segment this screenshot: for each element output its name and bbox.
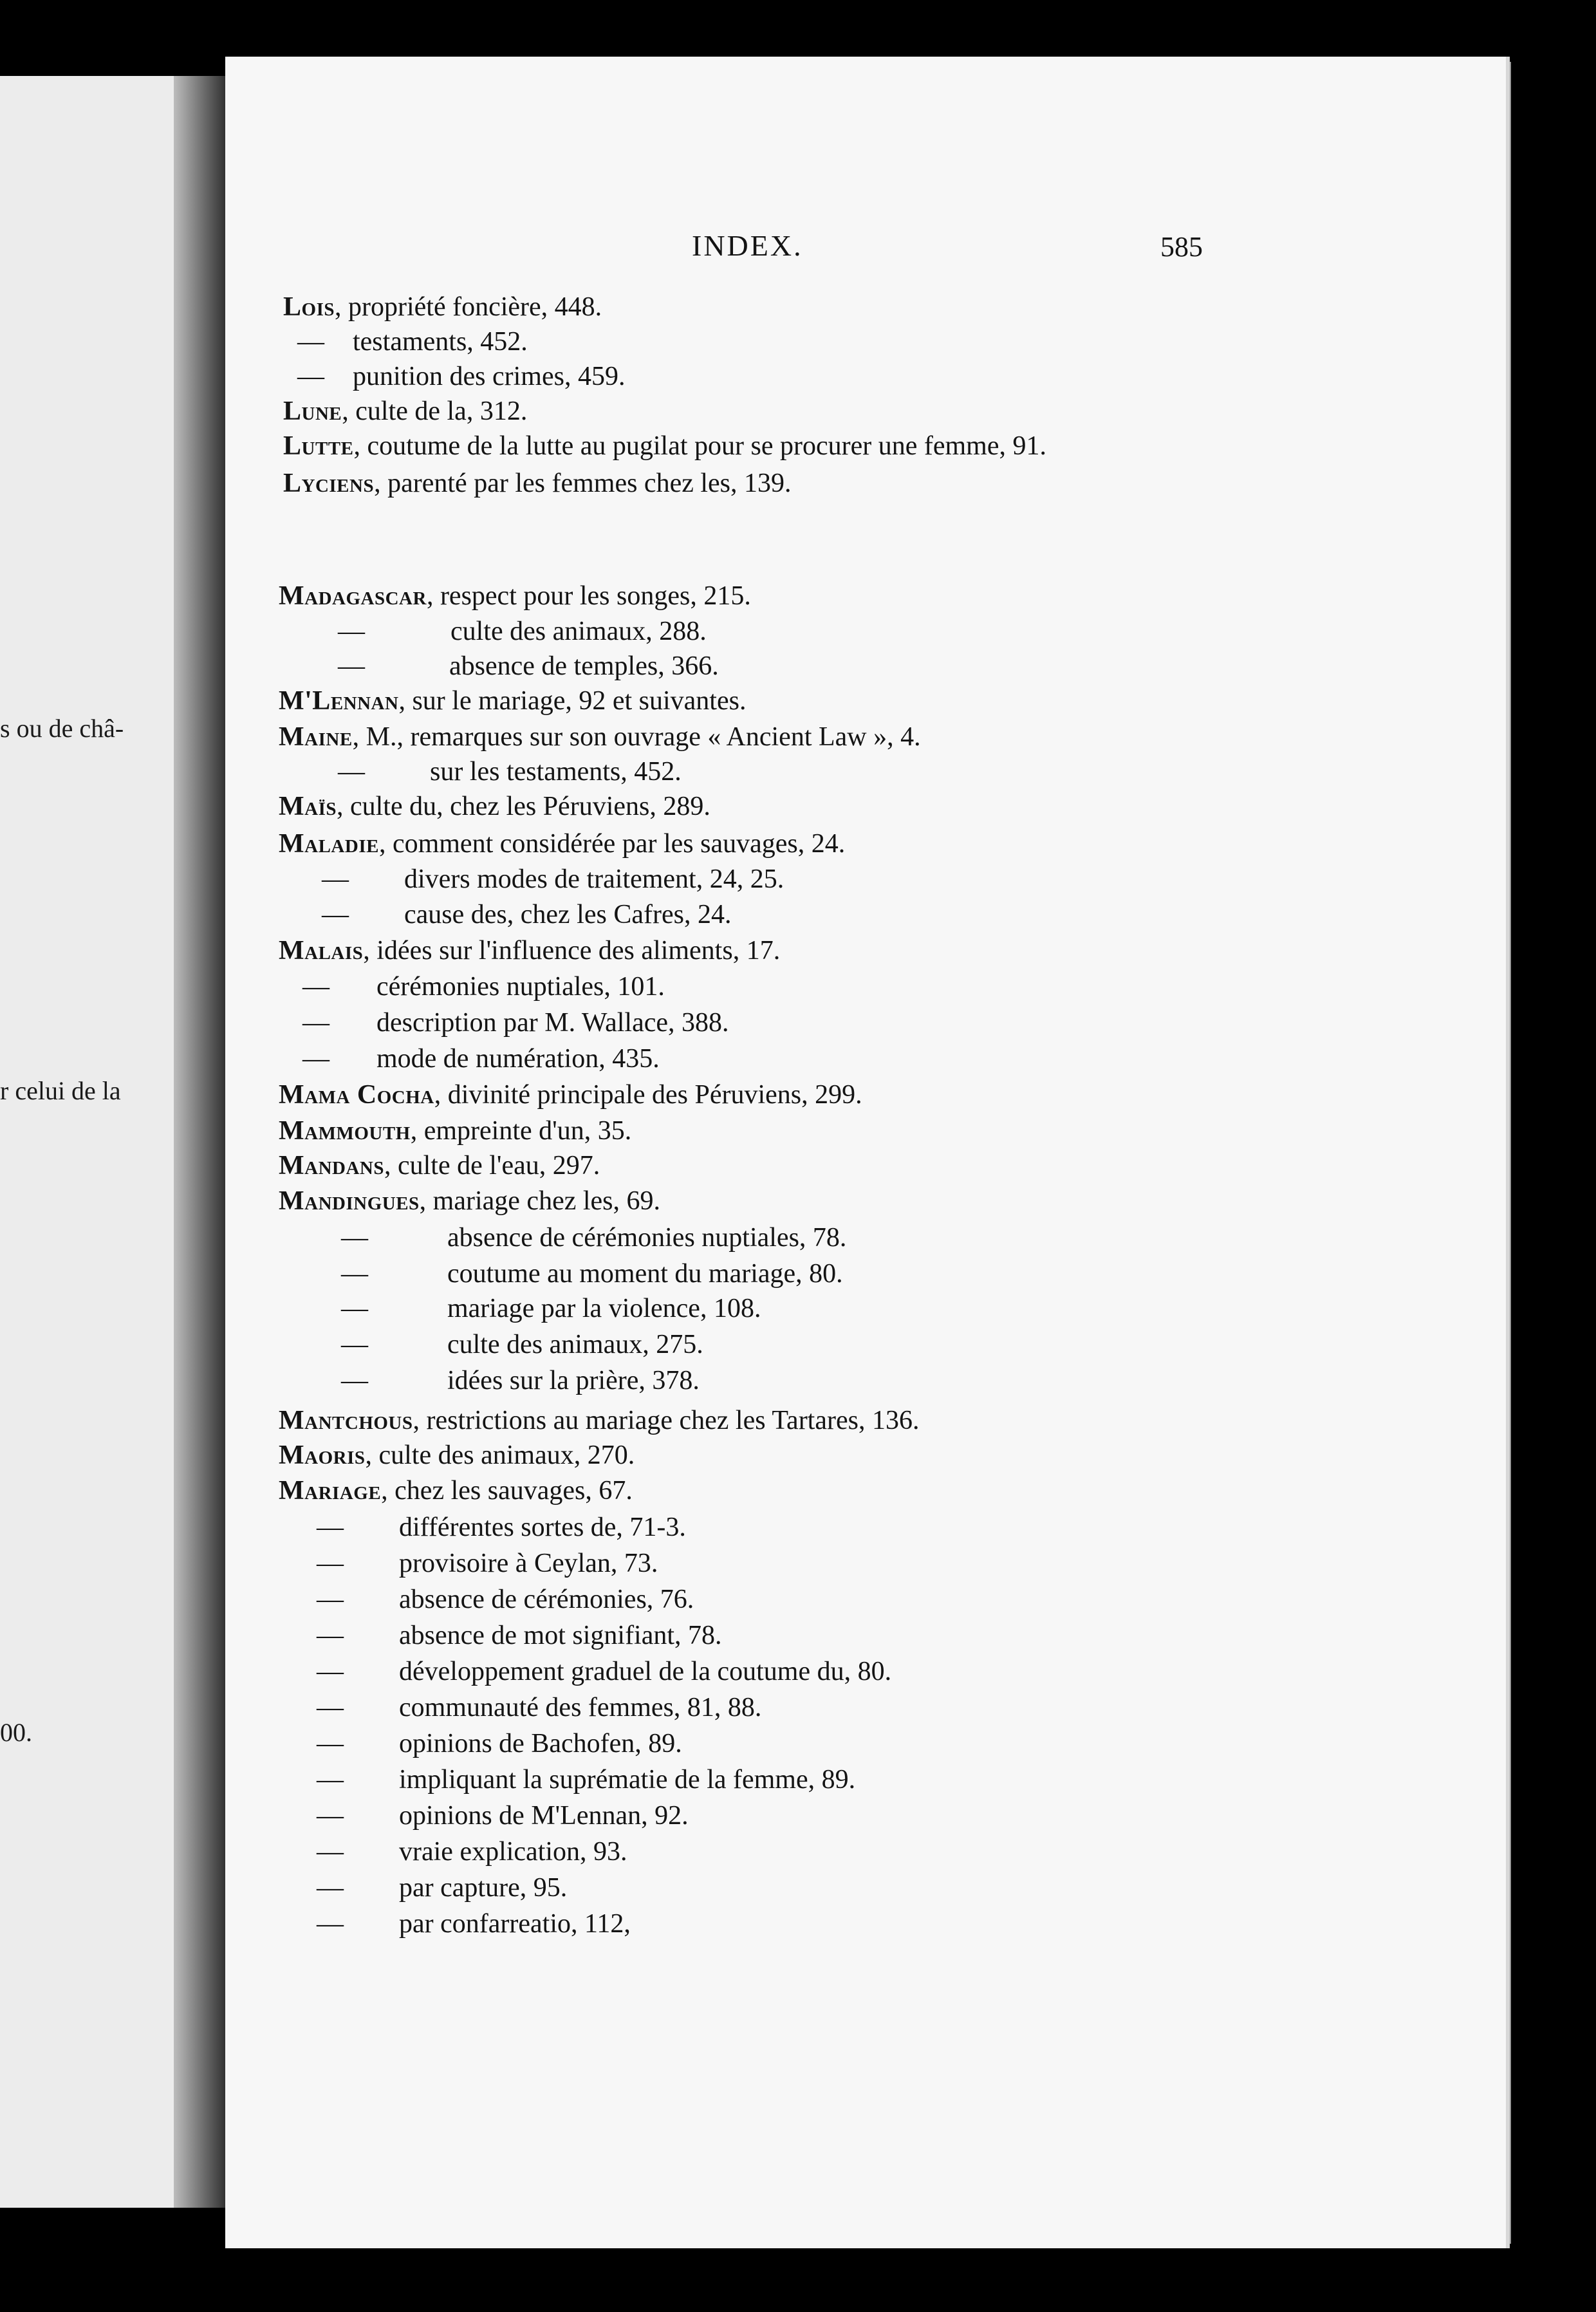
index-entry-head: M'Lennan	[279, 686, 399, 716]
index-entry-head: Mariage	[279, 1476, 382, 1506]
index-subentry: sur les testaments, 452.	[430, 757, 682, 787]
index-subentry: mariage par la violence, 108.	[447, 1294, 761, 1323]
subentry-dash: —	[317, 1729, 344, 1758]
index-subentry: par confarreatio, 112,	[399, 1909, 631, 1939]
index-entry-head: Mammouth	[279, 1116, 411, 1146]
index-entry-head: Lutte	[283, 431, 354, 461]
index-entry	[279, 687, 746, 714]
index-entry	[279, 583, 751, 610]
index-entry-text: , mariage chez les, 69.	[419, 1186, 661, 1216]
index-subentry: divers modes de traitement, 24, 25.	[404, 864, 784, 894]
subentry-dash: —	[317, 1909, 344, 1939]
subentry-dash: —	[297, 327, 324, 357]
index-entry-head: Maladie	[279, 829, 379, 859]
index-entry	[279, 1152, 600, 1179]
index-entry	[279, 1477, 633, 1504]
index-entry	[279, 830, 845, 857]
index-subentry: absence de mot signifiant, 78.	[399, 1621, 722, 1650]
index-entry-text: , chez les sauvages, 67.	[381, 1476, 633, 1506]
index-entry	[279, 1117, 631, 1144]
subentry-dash: —	[341, 1223, 368, 1253]
index-entry-head: Mama Cocha	[279, 1080, 434, 1110]
index-entry-head: Madagascar	[279, 581, 427, 611]
index-entry-text: , M., remarques sur son ouvrage « Ancient Law », 4.	[352, 722, 921, 752]
left-page	[0, 76, 174, 2208]
subentry-dash: —	[302, 1008, 329, 1038]
index-subentry: coutume au moment du mariage, 80.	[447, 1259, 843, 1289]
index-entry-head: Maoris	[279, 1440, 366, 1470]
index-entry-head: Lune	[283, 396, 342, 426]
index-entry	[279, 1081, 862, 1108]
left-page-fragment: r celui de la	[0, 1076, 121, 1105]
index-entry-text: , empreinte d'un, 35.	[410, 1116, 632, 1146]
subentry-dash: —	[341, 1259, 368, 1289]
subentry-dash: —	[297, 362, 324, 391]
page-number: 585	[1160, 231, 1203, 263]
index-subentry: développement graduel de la coutume du, 80.	[399, 1657, 892, 1686]
running-title: INDEX.	[692, 229, 803, 262]
subentry-dash: —	[322, 900, 349, 929]
index-entry	[283, 398, 527, 425]
index-entry-text: , culte de l'eau, 297.	[384, 1151, 600, 1180]
left-page-fragment: s ou de châ-	[0, 714, 124, 743]
index-entry-text: , culte des animaux, 270.	[365, 1440, 635, 1470]
subentry-dash: —	[317, 1873, 344, 1903]
index-subentry: par capture, 95.	[399, 1873, 568, 1903]
index-entry-text: , sur le mariage, 92 et suivantes.	[398, 686, 747, 716]
subentry-dash: —	[338, 651, 365, 681]
index-subentry: cérémonies nuptiales, 101.	[376, 972, 665, 1002]
index-subentry: impliquant la suprématie de la femme, 89.	[399, 1765, 856, 1795]
index-entry	[279, 1407, 919, 1434]
subentry-dash: —	[317, 1693, 344, 1722]
subentry-dash: —	[338, 617, 365, 646]
subentry-dash: —	[317, 1765, 344, 1795]
index-entry	[283, 470, 792, 497]
index-subentry: différentes sortes de, 71-3.	[399, 1513, 686, 1542]
index-entry	[283, 433, 1046, 460]
index-entry-head: Mandans	[279, 1151, 384, 1180]
subentry-dash: —	[302, 1044, 329, 1074]
index-subentry: communauté des femmes, 81, 88.	[399, 1693, 762, 1722]
subentry-dash: —	[322, 864, 349, 894]
index-entry-text: , idées sur l'influence des aliments, 17.	[363, 936, 781, 965]
index-entry-head: Maine	[279, 722, 353, 752]
index-subentry: description par M. Wallace, 388.	[376, 1008, 729, 1038]
index-entry-head: Malais	[279, 936, 364, 965]
subentry-dash: —	[317, 1513, 344, 1542]
index-entry-text: , parenté par les femmes chez les, 139.	[374, 469, 792, 498]
index-subentry: absence de cérémonies nuptiales, 78.	[447, 1223, 847, 1253]
index-entry-head: Maïs	[279, 792, 337, 821]
index-entry-text: , culte du, chez les Péruviens, 289.	[337, 792, 710, 821]
index-entry-text: , divinité principale des Péruviens, 299.	[434, 1080, 862, 1110]
index-subentry: culte des animaux, 288.	[450, 617, 707, 646]
index-subentry: absence de cérémonies, 76.	[399, 1585, 694, 1614]
left-page-fragment: 00.	[0, 1718, 32, 1747]
subentry-dash: —	[317, 1549, 344, 1578]
index-subentry: opinions de Bachofen, 89.	[399, 1729, 682, 1758]
subentry-dash: —	[317, 1585, 344, 1614]
index-entry-text: , respect pour les songes, 215.	[426, 581, 751, 611]
subentry-dash: —	[341, 1330, 368, 1359]
index-entry	[279, 937, 780, 964]
index-entry-text: , culte de la, 312.	[342, 396, 528, 426]
index-entry-head: Lois	[283, 292, 335, 322]
subentry-dash: —	[341, 1294, 368, 1323]
index-subentry: absence de temples, 366.	[449, 651, 719, 681]
index-subentry: punition des crimes, 459.	[353, 362, 626, 391]
subentry-dash: —	[302, 972, 329, 1002]
index-entry	[283, 294, 602, 321]
index-subentry: idées sur la prière, 378.	[447, 1366, 700, 1395]
index-subentry: opinions de M'Lennan, 92.	[399, 1801, 689, 1831]
index-entry-text: , comment considérée par les sauvages, 24.	[378, 829, 846, 859]
subentry-dash: —	[338, 757, 365, 787]
subentry-dash: —	[317, 1621, 344, 1650]
index-subentry: cause des, chez les Cafres, 24.	[404, 900, 732, 929]
index-entry-head: Mantchous	[279, 1406, 413, 1435]
index-subentry: vraie explication, 93.	[399, 1837, 627, 1867]
index-subentry: mode de numération, 435.	[376, 1044, 660, 1074]
index-entry-head: Mandingues	[279, 1186, 420, 1216]
index-entry	[279, 1188, 660, 1215]
index-entry	[279, 1442, 635, 1469]
index-subentry: provisoire à Ceylan, 73.	[399, 1549, 658, 1578]
subentry-dash: —	[317, 1657, 344, 1686]
index-entry	[279, 723, 921, 750]
index-subentry: testaments, 452.	[353, 327, 528, 357]
index-entry-text: , restrictions au mariage chez les Tartares, 136.	[413, 1406, 920, 1435]
index-entry-head: Lyciens	[283, 469, 375, 498]
index-entry	[279, 793, 710, 820]
index-subentry: culte des animaux, 275.	[447, 1330, 703, 1359]
subentry-dash: —	[341, 1366, 368, 1395]
subentry-dash: —	[317, 1837, 344, 1867]
subentry-dash: —	[317, 1801, 344, 1831]
index-entry-text: , coutume de la lutte au pugilat pour se procurer une femme, 91.	[353, 431, 1046, 461]
index-entry-text: , propriété foncière, 448.	[335, 292, 602, 322]
